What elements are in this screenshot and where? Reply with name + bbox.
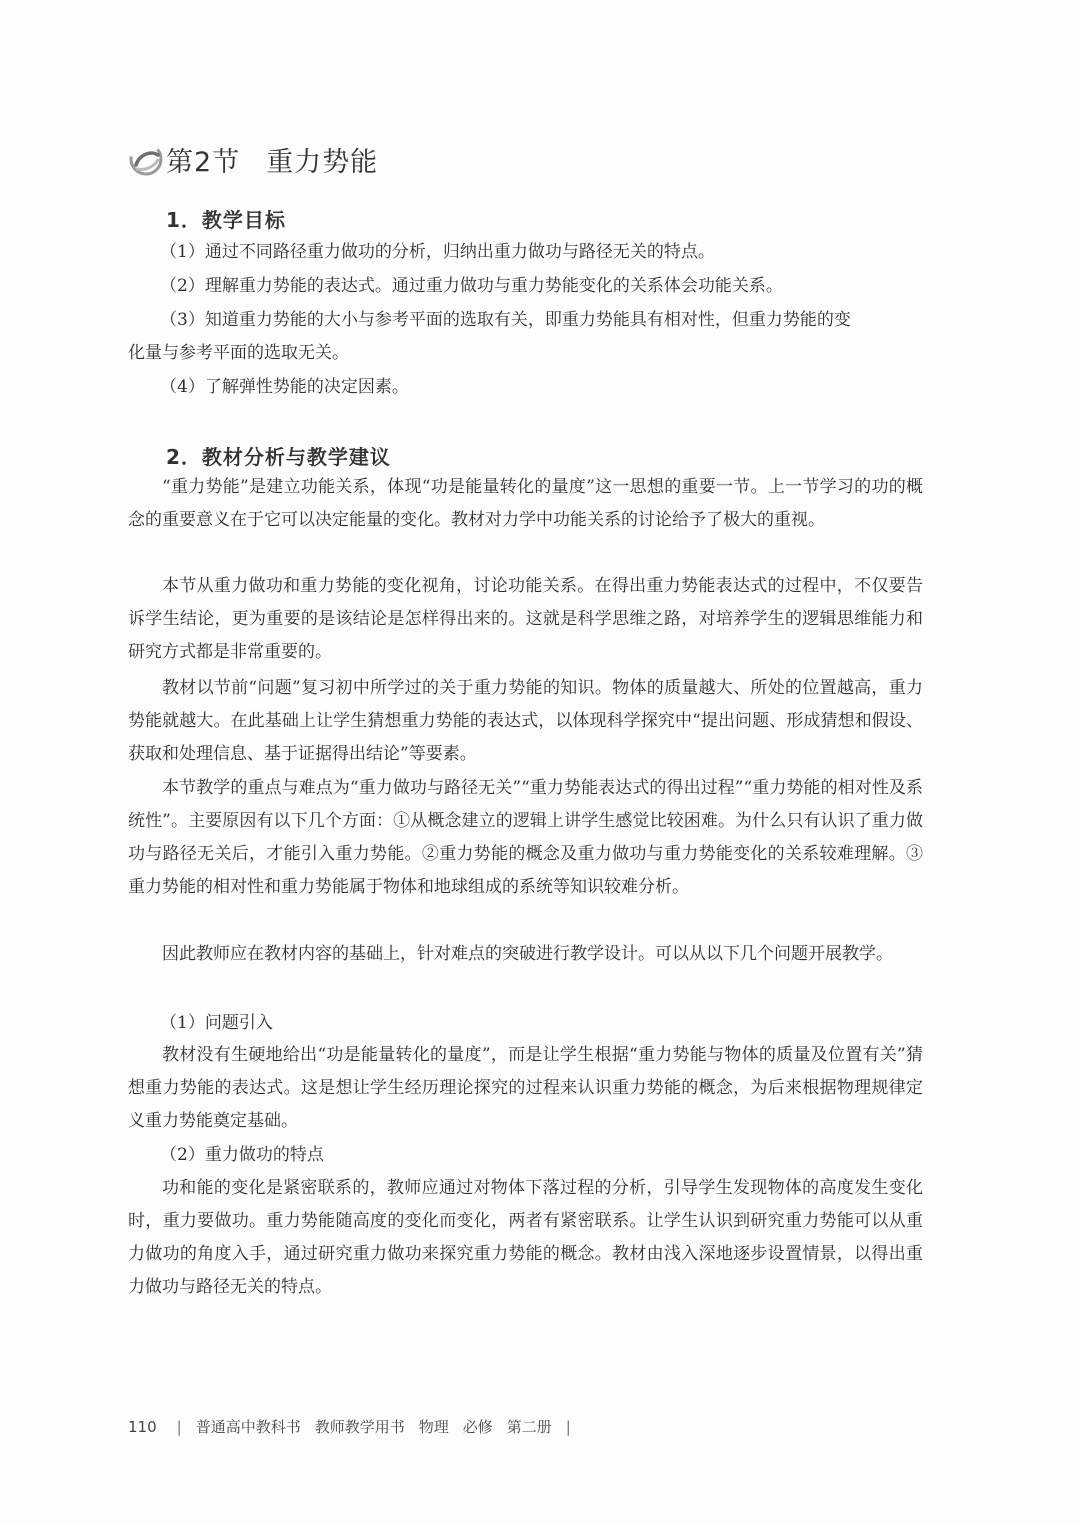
- subsection-title: （2）重力做功的特点: [160, 1145, 324, 1165]
- section-swirl-icon: [128, 141, 164, 177]
- footer-separator: |: [565, 1417, 571, 1436]
- goal-item: （2）理解重力势能的表达式。通过重力做功与重力势能变化的关系体会功能关系。: [160, 276, 783, 296]
- goals-heading: 1．教学目标: [166, 208, 286, 232]
- footer-guide: 教师教学用书: [314, 1418, 405, 1436]
- section-number: 第2节: [166, 146, 241, 178]
- goal-item: （4）了解弹性势能的决定因素。: [160, 377, 409, 397]
- goal-item: （3）知道重力势能的大小与参考平面的选取有关，即重力势能具有相对性，但重力势能的变: [160, 310, 851, 330]
- goal-item: （1）通过不同路径重力做功的分析，归纳出重力做功与路径无关的特点。: [160, 242, 715, 262]
- goal-item-continued: 化量与参考平面的选取无关。: [128, 343, 349, 363]
- subsection-text: 教材没有生硬地给出“功是能量转化的量度”，而是让学生根据“重力势能与物体的质量及位置有关”猜想重力势能的表达式。这是想让学生经历理论探究的过程来认识重力势能的概念，为后来根据物理规律定义重力势能奠定基础。: [128, 1045, 923, 1131]
- footer-book: 普通高中教科书: [195, 1418, 301, 1436]
- analysis-paragraph: 因此教师应在教材内容的基础上，针对难点的突破进行教学设计。可以从以下几个问题开展教学。: [162, 944, 893, 964]
- section-title: [128, 136, 378, 182]
- section-name: 重力势能: [266, 146, 379, 178]
- analysis-paragraph: 教材以节前“问题”复习初中所学过的关于重力势能的知识。物体的质量越大、所处的位置越高，重力势能就越大。在此基础上让学生猜想重力势能的表达式，以体现科学探究中“提出问题、形成猜想和假设、获取和处理信息、基于证据得出结论”等要素。: [128, 678, 923, 764]
- footer-volume: 第二册: [506, 1418, 552, 1436]
- footer-subject: 物理: [418, 1418, 449, 1436]
- footer-module: 必修: [462, 1418, 493, 1436]
- page-number: 110: [128, 1417, 157, 1436]
- analysis-paragraph: 本节教学的重点与难点为“重力做功与路径无关”“重力势能表达式的得出过程”“重力势能的相对性及系统性”。主要原因有以下几个方面：①从概念建立的逻辑上讲学生感觉比较困难。为什么只有认识了重力做功与路径无关后，才能引入重力势能。②重力势能的概念及重力做功与重力势能变化的关系较难理解。③重力势能的相对性和重力势能属于物体和地球组成的系统等知识较难分析。: [128, 778, 923, 897]
- footer-separator: |: [176, 1417, 182, 1436]
- page-footer: [128, 1416, 585, 1437]
- analysis-paragraph: 本节从重力做功和重力势能的变化视角，讨论功能关系。在得出重力势能表达式的过程中，不仅要告诉学生结论，更为重要的是该结论是怎样得出来的。这就是科学思维之路，对培养学生的逻辑思维能力和研究方式都是非常重要的。: [128, 576, 923, 662]
- subsection-title: （1）问题引入: [160, 1013, 273, 1033]
- analysis-heading: 2．教材分析与教学建议: [166, 445, 391, 469]
- subsection-text: 功和能的变化是紧密联系的，教师应通过对物体下落过程的分析，引导学生发现物体的高度发生变化时，重力要做功。重力势能随高度的变化而变化，两者有紧密联系。让学生认识到研究重力势能可以从重力做功的角度入手，通过研究重力做功来探究重力势能的概念。教材由浅入深地逐步设置情景，以得出重力做功与路径无关的特点。: [128, 1178, 923, 1297]
- analysis-paragraph: “重力势能”是建立功能关系，体现“功是能量转化的量度”这一思想的重要一节。上一节学习的功的概念的重要意义在于它可以决定能量的变化。教材对力学中功能关系的讨论给予了极大的重视。: [128, 477, 923, 530]
